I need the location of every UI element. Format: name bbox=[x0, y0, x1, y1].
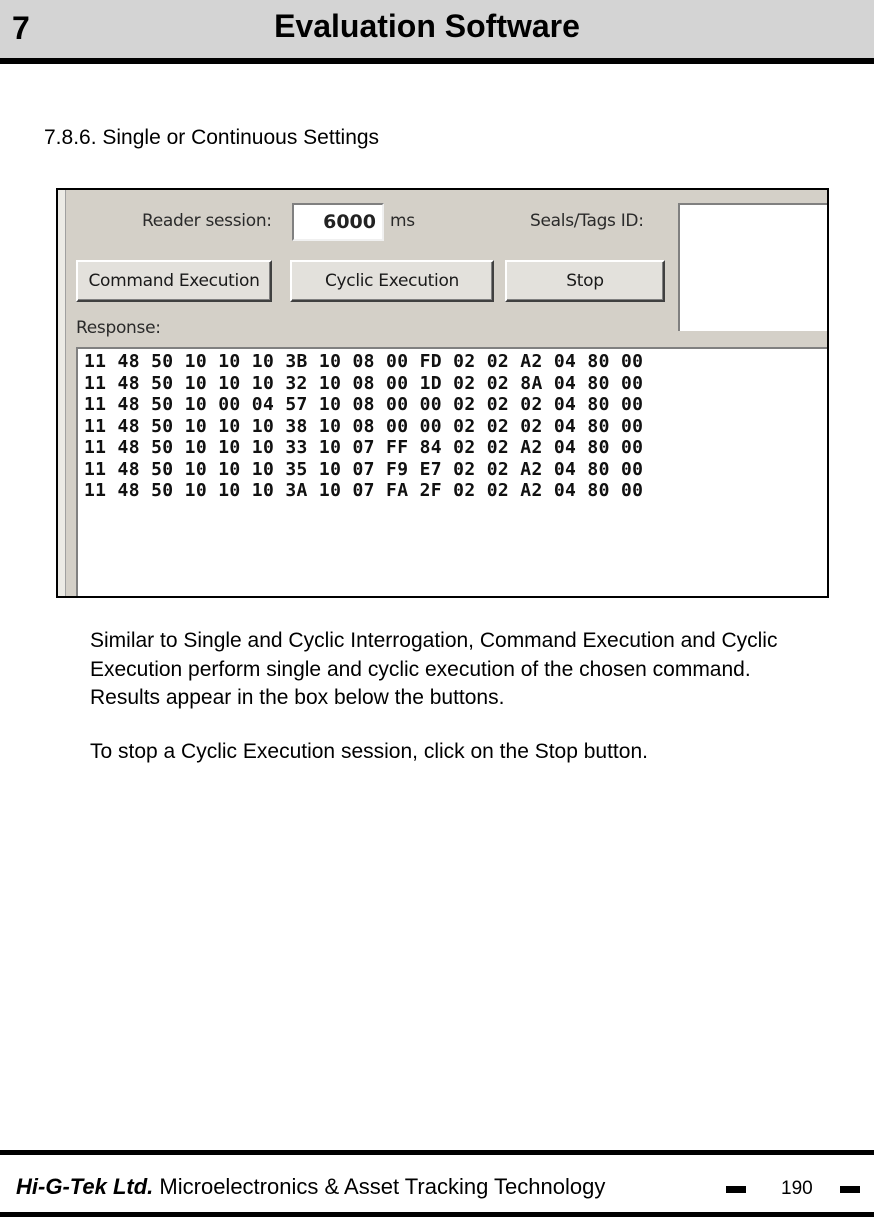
reader-session-label: Reader session: bbox=[142, 211, 272, 231]
response-output[interactable] bbox=[76, 347, 829, 598]
page-number: 190 bbox=[781, 1178, 813, 1199]
response-line: 11 48 50 10 10 10 35 10 07 F9 E7 02 02 A2 04 80 00 bbox=[84, 458, 644, 480]
body-paragraph-1: Similar to Single and Cyclic Interrogation, Command Execution and Cyclic Execution perform single and cyclic execution of the chosen command. Results appear in the box below the buttons. bbox=[90, 629, 778, 709]
settings-screenshot bbox=[56, 188, 829, 598]
header-rule bbox=[0, 58, 874, 64]
response-line: 11 48 50 10 10 10 32 10 08 00 1D 02 02 8A 04 80 00 bbox=[84, 372, 644, 394]
body-paragraph-2: To stop a Cyclic Execution session, click on the Stop button. bbox=[90, 740, 648, 763]
panel-edge bbox=[58, 190, 66, 596]
footer-text bbox=[16, 1174, 605, 1200]
page-title: Evaluation Software bbox=[274, 8, 580, 44]
response-label: Response: bbox=[76, 318, 161, 338]
section-heading: 7.8.6. Single or Continuous Settings bbox=[44, 126, 380, 149]
response-line: 11 48 50 10 10 10 33 10 07 FF 84 02 02 A2 04 80 00 bbox=[84, 437, 644, 458]
footer-rule-bottom bbox=[0, 1212, 874, 1217]
seals-tags-label: Seals/Tags ID: bbox=[530, 211, 644, 231]
footer-marker-left bbox=[726, 1186, 746, 1193]
footer-tagline: Microelectronics & Asset Tracking Technology bbox=[159, 1174, 606, 1199]
reader-session-input[interactable]: 6000 bbox=[292, 203, 384, 241]
seals-tags-list[interactable] bbox=[678, 203, 829, 331]
footer-company: Hi-G-Tek Ltd. bbox=[16, 1174, 154, 1199]
response-line: 11 48 50 10 10 10 3B 10 08 00 FD 02 02 A2 04 80 00 bbox=[84, 351, 644, 372]
response-line: 11 48 50 10 10 10 3A 10 07 FA 2F 02 02 A2 04 80 00 bbox=[84, 480, 644, 501]
stop-button[interactable]: Stop bbox=[505, 260, 665, 302]
cyclic-execution-button[interactable]: Cyclic Execution bbox=[290, 260, 494, 302]
footer-rule-top bbox=[0, 1150, 874, 1155]
response-line: 11 48 50 10 00 04 57 10 08 00 00 02 02 02 04 80 00 bbox=[84, 394, 644, 415]
response-line: 11 48 50 10 10 10 38 10 08 00 00 02 02 02 04 80 00 bbox=[84, 415, 644, 437]
footer-marker-right bbox=[840, 1186, 860, 1193]
chapter-number: 7 bbox=[12, 10, 30, 46]
reader-session-unit: ms bbox=[390, 211, 415, 231]
command-execution-button[interactable]: Command Execution bbox=[76, 260, 272, 302]
